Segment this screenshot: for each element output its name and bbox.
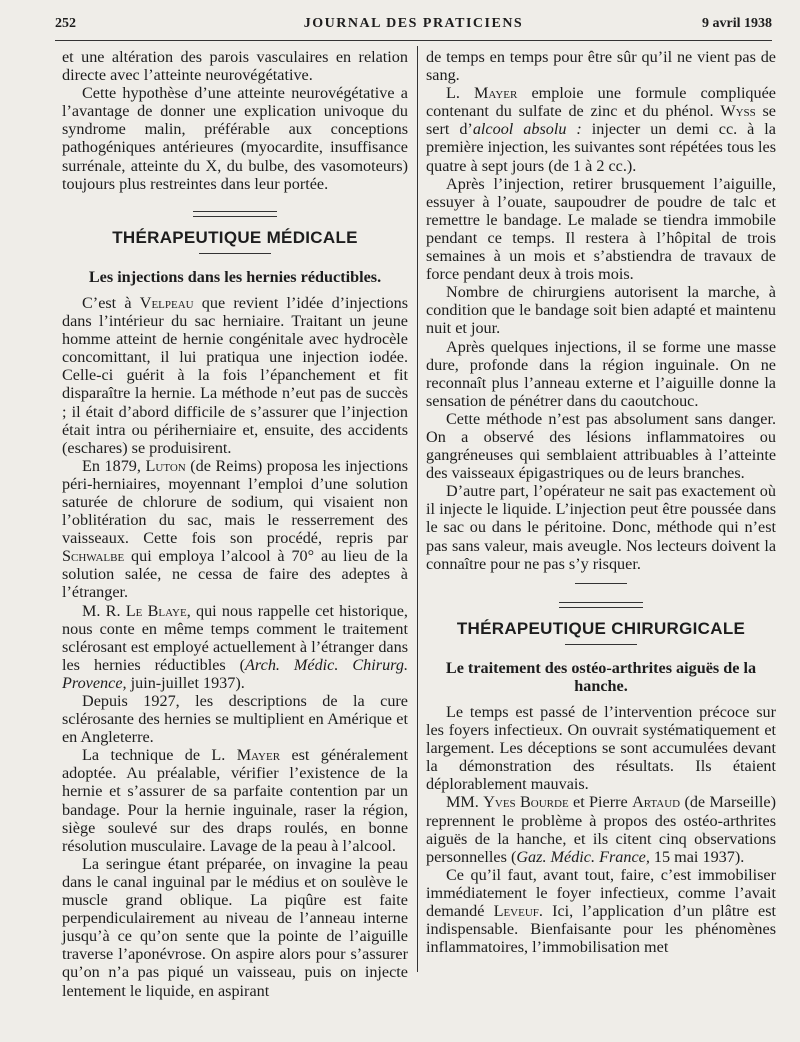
author-name: Le Blaye	[125, 601, 187, 620]
paragraph: La seringue étant préparée, on invagine la peau dans le canal inguinal par le médius et on soulève le muscle grand oblique. La piqûre est faite perpendiculairement au niveau de l’anneau interne jusqu’à ce qu’on sente que la pointe de l’aiguille traverse l’aponévrose. On aspire alors pour s’assurer qu’on n’a pas piqué un vaisseau, puis on injecte lentement le liquide, en aspirant	[62, 854, 408, 1000]
end-rule	[575, 583, 627, 584]
header-rule	[55, 40, 772, 41]
paragraph: M. R. Le Blaye, qui nous rappelle cet historique, nous conte en même temps comment le traitement sclérosant est employé actuellement à l’étranger dans les hernies réductibles (Arch. Médic. Chirurg. Provence, juin-juillet 1937).	[62, 601, 409, 692]
paragraph: Cette méthode n’est pas absolument sans danger. On a observé des lésions inflammatoires ou gangréneuses qui semblaient attribuables à l’atteinte des vaisseaux épigastriques ou de leurs branches.	[426, 409, 776, 483]
paragraph: Après l’injection, retirer brusquement l’aiguille, essuyer à l’ouate, saupoudrer de poudre de talc et remettre le bandage. Le malade se tiendra immobile pendant ce temps. Il restera à l’hôpital de trois semaines à un mois et s’abstiendra de travaux de force pendant deux à trois mois.	[426, 174, 776, 284]
paragraph: Nombre de chirurgiens autorisent la marche, à condition que le bandage soit bien adapté et maintenu nuit et jour.	[426, 283, 776, 338]
author-name: Yves Bourde	[483, 793, 569, 812]
right-column	[426, 48, 776, 956]
author-name: Schwalbe	[62, 547, 125, 566]
paragraph: de temps en temps pour être sûr qu’il ne vient pas de sang.	[426, 48, 776, 85]
paragraph: Après quelques injections, il se forme une masse dure, profonde dans la région inguinale. On ne reconnaît plus l’anneau externe et l’aiguille donne la sensation de pénétrer dans du caoutchouc.	[426, 337, 776, 410]
section-title: THÉRAPEUTIQUE CHIRURGICALE	[456, 618, 746, 638]
title-rule	[199, 253, 271, 254]
citation: Gaz. Médic. France,	[516, 847, 650, 866]
column-divider	[417, 46, 418, 972]
author-name: Mayer	[474, 84, 518, 103]
journal-title: JOURNAL DES PRATICIENS	[303, 16, 524, 31]
author-name: Mayer	[236, 746, 281, 765]
author-name: Artaud	[632, 793, 681, 812]
article-title: Les injections dans les hernies réductibles.	[88, 267, 382, 286]
article-title: Le traitement des ostéo-arthrites aiguës de la hanche.	[445, 658, 757, 695]
paragraph: MM. Yves Bourde et Pierre Artaud (de Marseille) reprennent le problème à propos des ostéo-arthrites aiguës de la hanche, et ils citent cinq observations personnelles (Gaz. Médic. France, 15 mai 1937).	[426, 793, 776, 866]
emphasis: alcool absolu :	[472, 120, 582, 139]
paragraph: Le temps est passé de l’intervention précoce sur les foyers infectieux. On ouvrait systématiquement et largement. Les déceptions se sont accumulées devant la démonstration des résultats. Ils étaient déplorablement mauvais.	[426, 703, 776, 794]
paragraph: D’autre part, l’opérateur ne sait pas exactement où il injecte le liquide. L’injection peut être poussée dans le sac ou dans le péritoine. Donc, méthode qui n’est pas sans valeur, mais aveugle. Nos lecteurs doivent la connaître pour ne pas s’y risquer.	[426, 482, 776, 573]
paragraph: Ce qu’il faut, avant tout, faire, c’est immobiliser immédiatement le foyer infectieux, comme l’avait demandé Leveuf. Ici, l’application d’un plâtre est indispensable. Bienfaisante pour les phénomènes inflammatoires, l’immobilisation met	[426, 865, 776, 957]
author-name: Wyss	[720, 102, 756, 121]
title-rule	[565, 644, 637, 645]
left-column	[62, 48, 408, 1000]
section-separator	[559, 602, 643, 608]
author-name: Leveuf	[493, 902, 539, 921]
paragraph: Depuis 1927, les descriptions de la cure sclérosante des hernies se multiplient en Amérique et en Angleterre.	[62, 692, 408, 747]
paragraph: Cette hypothèse d’une atteinte neurovégétative a l’avantage de donner une explication univoque du syndrome malin, préférable aux conceptions pathogéniques antérieures (myocardite, insuffisance surrénale, atteinte du X, du bulbe, des vasomoteurs) toujours plus restreintes dans leur portée.	[62, 84, 408, 193]
section-separator	[193, 211, 277, 217]
paragraph: L. Mayer emploie une formule compliquée contenant du sulfate de zinc et du phénol. Wyss se sert d’alcool absolu : injecter un demi cc. à la première injection, les suivantes sont répétées tous les quatre à sept jours (de 1 à 2 cc.).	[426, 84, 776, 175]
section-title: THÉRAPEUTIQUE MÉDICALE	[112, 227, 358, 247]
author-name: Velpeau	[139, 293, 194, 312]
paragraph: et une altération des parois vasculaires en relation directe avec l’atteinte neurovégétative.	[62, 48, 408, 85]
running-header	[55, 13, 772, 37]
author-name: Luton	[145, 456, 186, 475]
paragraph: En 1879, Luton (de Reims) proposa les injections péri-herniaires, moyennant l’emploi d’une solution saturée de chlorure de sodium, qui visaient non l’oblitération du sac, mais le resserrement des vaisseaux. Cette fois son procédé, repris par Schwalbe qui employa l’alcool à 70° au lieu de la solution salée, ne cessa de faire des adeptes à l’étranger.	[62, 456, 409, 602]
paragraph: La technique de L. Mayer est généralement adoptée. Au préalable, vérifier l’existence de la hernie et s’assurer de sa parfaite contention par un bandage. Pour la hernie inguinale, raser la région, siège soulevé sur des draps roulés, en bonne résolution musculaire. Lavage de la peau à l’alcool.	[62, 746, 408, 855]
page-number: 252	[55, 16, 76, 31]
citation: Arch. Médic. Chirurg. Provence,	[62, 655, 409, 692]
paragraph: C’est à Velpeau que revient l’idée d’injections dans l’intérieur du sac herniaire. Traitant un jeune homme atteint de hernie congénitale avec hydrocèle concomittant, il lui pratiqua une injection iodée. Celle-ci guérit à la fois l’épanchement et fit disparaître la hernie. La méthode n’eut pas de succès ; il était d’abord difficile de s’assurer que l’injection était intra ou périherniaire et, ensuite, des accidents (eschares) se produisirent.	[62, 293, 408, 457]
issue-date: 9 avril 1938	[702, 16, 772, 31]
